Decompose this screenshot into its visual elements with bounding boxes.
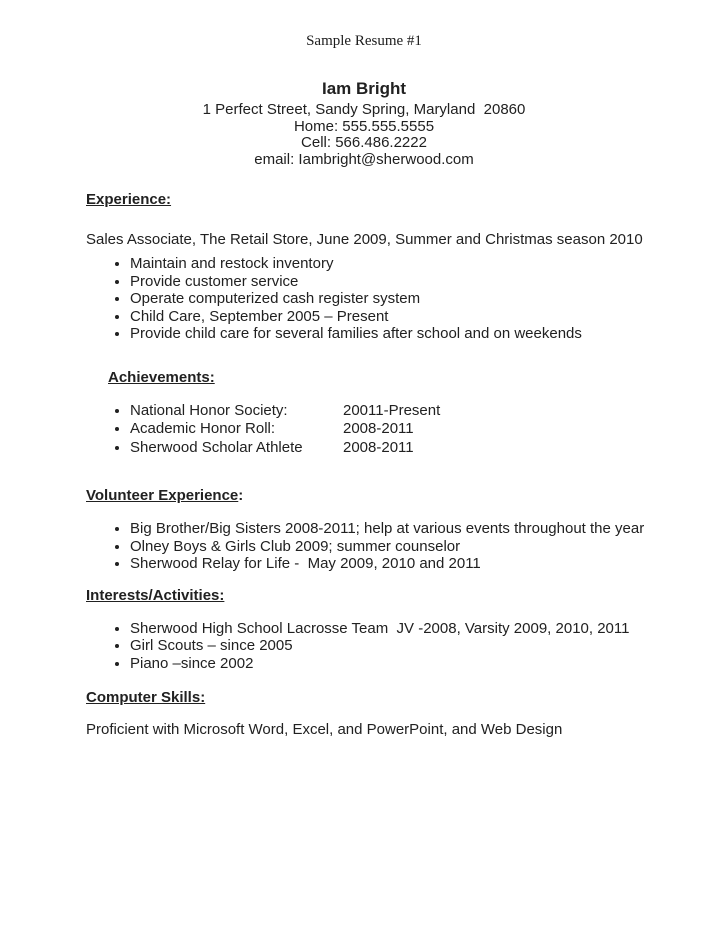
achievement-item [130,402,672,421]
volunteer-heading-colon: : [238,487,244,504]
experience-heading: Experience: [86,191,172,208]
interests-bullet: • Girl Scouts – since 2005 [130,637,672,655]
experience-bullet: • Operate computerized cash register system [130,290,672,308]
experience-bullet: • Child Care, September 2005 – Present [130,308,672,326]
achievement-label: National Honor Society: [130,401,288,419]
achievements-heading: Achievements: [108,368,215,386]
experience-bullet-list [86,255,672,343]
achievement-label: Academic Honor Roll: [130,420,276,437]
experience-section [86,191,672,343]
achievement-label: Sherwood Scholar Athlete [130,438,303,456]
email-line: email: Iambright@sherwood.com [254,150,474,168]
volunteer-heading [86,487,672,505]
achievement-dates: 2008-2011 [343,438,414,456]
computer-skills-text: Proficient with Microsoft Word, Excel, and PowerPoint, and Web Design [86,721,563,738]
computer-skills-section [86,689,672,738]
computer-skills-heading: Computer Skills: [86,689,206,706]
cell-phone-line: Cell: 566.486.2222 [301,134,427,151]
resume-header [0,79,728,168]
experience-intro: Sales Associate, The Retail Store, June 2009, Summer and Christmas season 2010 [86,231,643,248]
experience-bullet: • Provide child care for several families after school and on weekends [130,325,672,343]
candidate-name: Iam Bright [321,79,407,98]
address-line: 1 Perfect Street, Sandy Spring, Maryland 20860 [202,101,526,118]
volunteer-bullet-list [86,520,672,573]
achievement-item [130,420,672,439]
interests-bullet: • Sherwood High School Lacrosse Team JV -2008, Varsity 2009, 2010, 2011 [130,620,672,638]
home-phone-line: Home: 555.555.5555 [293,117,435,135]
volunteer-bullet: • Big Brother/Big Sisters 2008-2011; help at various events throughout the year [130,520,672,538]
achievements-section [86,369,672,458]
achievements-list [86,402,672,458]
document-title: Sample Resume #1 [306,33,422,49]
experience-bullet: • Maintain and restock inventory [130,255,672,273]
achievement-dates: 20011-Present [343,401,441,419]
interests-heading: Interests/Activities: [86,586,225,604]
interests-section [86,587,672,673]
experience-bullet: • Provide customer service [130,273,672,291]
volunteer-bullet: • Olney Boys & Girls Club 2009; summer counselor [130,538,672,556]
interests-bullet-list [86,620,672,673]
volunteer-heading-text: Volunteer Experience [86,487,239,504]
volunteer-section [86,487,672,573]
volunteer-bullet: • Sherwood Relay for Life - May 2009, 2010 and 2011 [130,555,672,573]
achievement-item [130,439,672,458]
achievement-dates: 2008-2011 [343,420,414,437]
interests-bullet: • Piano –since 2002 [130,655,672,673]
